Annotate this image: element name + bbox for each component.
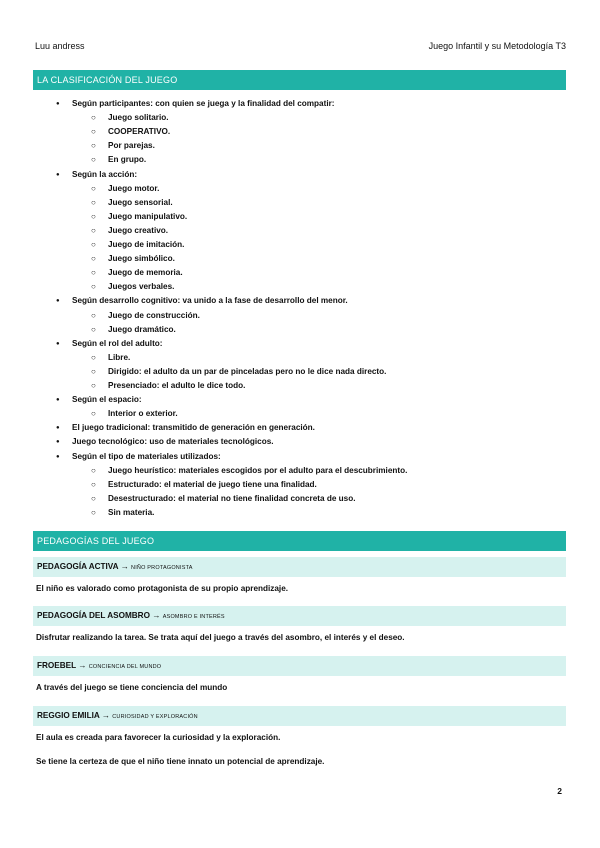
list-item: Según el tipo de materiales utilizados: (72, 451, 221, 461)
header-title: Juego Infantil y su Metodología T3 (428, 41, 566, 51)
list-subitem: Juego simbólico. (108, 254, 175, 264)
list-item: Según la acción: (72, 169, 138, 179)
bullet-circle-icon: ○ (91, 324, 96, 334)
list-subitem: Libre. (108, 352, 131, 362)
list-subitem: Presenciado: el adulto le dice todo. (108, 381, 246, 390)
bullet-circle-icon: ○ (91, 381, 96, 390)
list-subitem: Juego manipulativo. (108, 211, 188, 221)
arrow-icon: → (101, 711, 110, 720)
bullet-circle-icon: ○ (91, 240, 96, 249)
list-subitem: Por parejas. (108, 141, 155, 151)
list-subitem: Interior o exterior. (108, 409, 178, 419)
list-item: Según participantes: con quien se juega y la finalidad del compatir: (72, 99, 335, 108)
bullet-dot-icon: ● (56, 439, 60, 446)
bullet-dot-icon: ● (56, 171, 60, 178)
bullet-circle-icon: ○ (91, 113, 96, 123)
list-subitem: Juego de imitación. (108, 240, 185, 249)
list-item: El juego tradicional: transmitido de generación en generación. (72, 423, 315, 433)
paragraph: El aula es creada para favorecer la curiosidad y la exploración. (36, 733, 281, 742)
bullet-dot-icon: ● (56, 101, 60, 107)
list-subitem: Juego creativo. (108, 225, 169, 235)
subheading-tag: NIÑO PROTAGONISTA (131, 565, 193, 571)
subheading-tag: ASOMBRO E INTERÉS (162, 614, 225, 620)
subheading-name: FROEBEL (37, 661, 76, 670)
bullet-circle-icon: ○ (91, 409, 96, 419)
bullet-circle-icon: ○ (91, 197, 96, 207)
list-subitem: Desestructurado: el material no tiene finalidad concreta de uso. (108, 493, 356, 503)
paragraph: Disfrutar realizando la tarea. Se trata aquí del juego a través del asombro, el interés y el deseo. (36, 633, 405, 642)
list-subitem: Estructurado: el material de juego tiene una finalidad. (108, 479, 317, 489)
subheading-tag: CURIOSIDAD Y EXPLORACIÓN (112, 714, 198, 720)
subheading-reggio-emilia (33, 706, 566, 726)
list-subitem: Juego dramático. (108, 324, 176, 334)
paragraph: A través del juego se tiene conciencia del mundo (36, 683, 228, 692)
subheading-name: PEDAGOGÍA DEL ASOMBRO (37, 611, 150, 620)
list-subitem: Dirigido: el adulto da un par de pinceladas pero no le dice nada directo. (108, 366, 387, 376)
subheading-name: PEDAGOGÍA ACTIVA (37, 562, 119, 571)
subheading-froebel (33, 656, 566, 676)
list-subitem: Juego de construcción. (108, 310, 200, 320)
bullet-circle-icon: ○ (91, 282, 96, 292)
bullet-dot-icon: ● (56, 453, 60, 460)
list-subitem: Juego solitario. (108, 113, 169, 123)
page-number: 2 (557, 786, 562, 796)
bullet-circle-icon: ○ (91, 352, 96, 362)
bullet-dot-icon: ● (56, 340, 60, 347)
bullet-dot-icon: ● (56, 298, 60, 305)
bullet-circle-icon: ○ (91, 507, 96, 517)
list-item: Según el rol del adulto: (72, 338, 163, 348)
list-item: Según el espacio: (72, 395, 142, 405)
bullet-circle-icon: ○ (91, 155, 96, 165)
subheading-tag: CONCIENCIA DEL MUNDO (88, 664, 162, 670)
bullet-circle-icon: ○ (91, 141, 96, 151)
list-item: Según desarrollo cognitivo: va unido a la fase de desarrollo del menor. (72, 296, 348, 306)
list-subitem: Juego motor. (108, 183, 160, 193)
bullet-dot-icon: ● (56, 397, 60, 404)
list-subitem: Sin materia. (108, 507, 155, 517)
arrow-icon: → (78, 661, 87, 670)
arrow-icon: → (152, 611, 161, 620)
bullet-circle-icon: ○ (91, 366, 96, 376)
bullet-circle-icon: ○ (91, 465, 96, 475)
section-heading-pedagogias: PEDAGOGÍAS DEL JUEGO (33, 531, 566, 551)
bullet-circle-icon: ○ (91, 493, 96, 503)
bullet-circle-icon: ○ (91, 183, 96, 193)
list-item: Juego tecnológico: uso de materiales tecnológicos. (72, 437, 274, 447)
bullet-circle-icon: ○ (91, 268, 96, 278)
list-subitem: En grupo. (108, 155, 147, 165)
bullet-dot-icon: ● (56, 425, 60, 432)
list-subitem: Juegos verbales. (108, 282, 175, 292)
subheading-pedagogia-asombro (33, 606, 566, 626)
subheading-pedagogia-activa (33, 557, 566, 577)
subheading-name: REGGIO EMILIA (37, 711, 100, 720)
bullet-circle-icon: ○ (91, 254, 96, 264)
list-subitem: Juego sensorial. (108, 197, 173, 207)
bullet-circle-icon: ○ (91, 310, 96, 320)
list-subitem: COOPERATIVO. (108, 127, 171, 137)
arrow-icon: → (120, 562, 129, 571)
header-author: Luu andress (35, 41, 85, 51)
paragraph: El niño es valorado como protagonista de su propio aprendizaje. (36, 584, 289, 593)
paragraph: Se tiene la certeza de que el niño tiene innato un potencial de aprendizaje. (36, 757, 325, 766)
section-heading-clasificacion: LA CLASIFICACIÓN DEL JUEGO (33, 70, 566, 90)
list-subitem: Juego de memoria. (108, 268, 183, 278)
list-subitem: Juego heurístico: materiales escogidos por el adulto para el descubrimiento. (108, 465, 408, 475)
bullet-circle-icon: ○ (91, 225, 96, 235)
bullet-circle-icon: ○ (91, 127, 96, 137)
bullet-circle-icon: ○ (91, 479, 96, 489)
bullet-circle-icon: ○ (91, 211, 96, 221)
